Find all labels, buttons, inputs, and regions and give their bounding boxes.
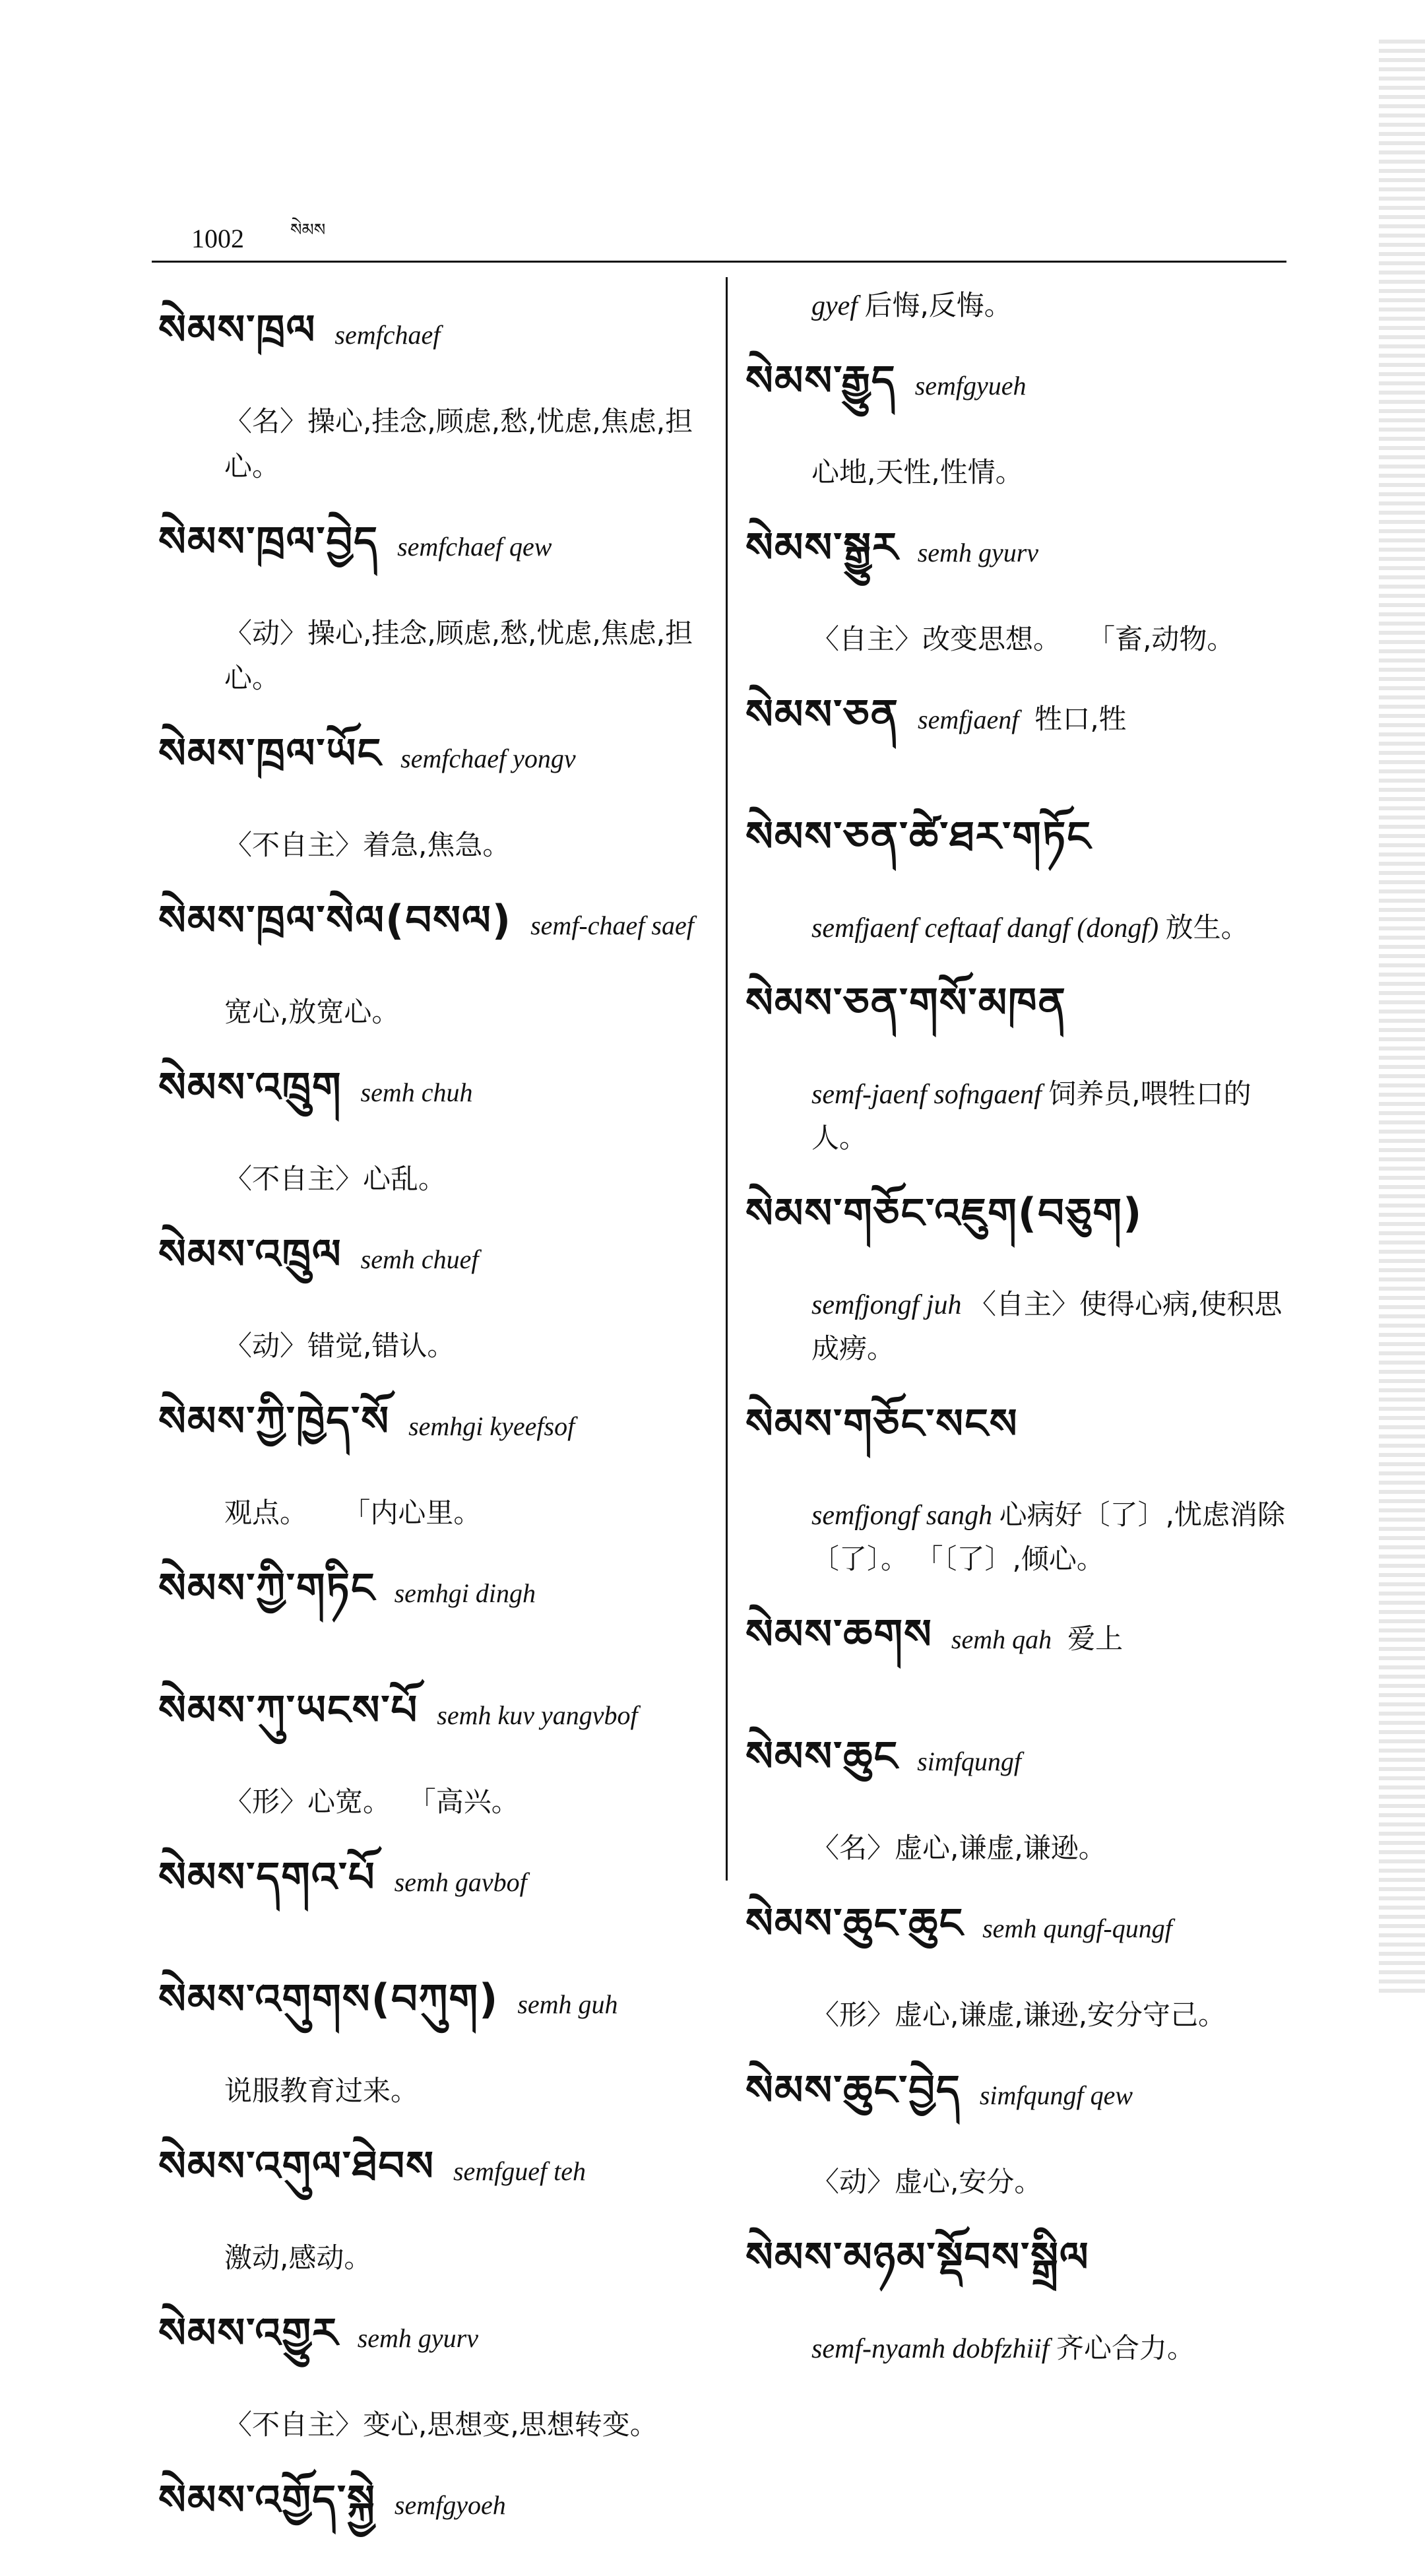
definition: 爱上 [1067, 1623, 1124, 1655]
tibetan-headword: སེམས་ཆུང་བྱེད [745, 2066, 961, 2114]
definition [158, 1491, 706, 1535]
dictionary-entry [158, 1953, 706, 2113]
page-number: 1002 [191, 224, 244, 253]
romanization: semfgyoeh [394, 2490, 506, 2520]
dictionary-entry [745, 1877, 1293, 2038]
romanization: semf-chaef saef [530, 911, 694, 940]
dictionary-entry [745, 668, 1293, 784]
definition: 激动,感动。 [224, 2241, 372, 2274]
tibetan-headword: སེམས་འགྱོད་སྐྱེ [158, 2476, 376, 2524]
dictionary-entry [745, 2211, 1293, 2371]
romanization: semhgi kyeefsof [408, 1411, 575, 1441]
tibetan-headword: སེམས་འགུལ་ཐེབས [158, 2142, 435, 2190]
dictionary-entry [745, 790, 1293, 950]
romanization: semfguef teh [453, 2156, 586, 2186]
definition-text: 〈自主〉改变思想。 [811, 623, 1061, 655]
tibetan-headword: སེམས་ཅན་གསོ་མཁན [745, 979, 1067, 1027]
romanization: semh qah [951, 1625, 1052, 1654]
definition: 说服教育过来。 [224, 2075, 419, 2107]
romanization: gyef [811, 291, 858, 321]
tibetan-headword: སེམས་ཀུ་ཡངས་པོ [158, 1686, 419, 1734]
definition: 饲养员,喂牲口的人。 [811, 1078, 1251, 1154]
definition: 牲口,牲 [1034, 703, 1127, 735]
romanization: simfqungf [917, 1747, 1021, 1776]
dictionary-entry [745, 957, 1293, 1161]
continuation-note: 「高兴。 [408, 1786, 519, 1818]
romanization: semf-jaenf sofngaenf [811, 1079, 1042, 1110]
romanization: semh gyurv [357, 2323, 478, 2353]
tibetan-headword: སེམས་འགུགས(བཀུག) [158, 1975, 499, 2023]
tibetan-headword: སེམས་ཅན [745, 690, 900, 738]
dictionary-entry [745, 335, 1293, 495]
romanization: semh chuef [360, 1244, 479, 1274]
tibetan-headword: སེམས་ཁྲལ་སེལ(བསལ) [158, 896, 513, 944]
dictionary-entry [158, 1542, 706, 1658]
continuation-note: 「〔了〕,倾心。 [915, 1543, 1104, 1575]
dictionary-entry [745, 1378, 1293, 1582]
left-column [158, 284, 706, 2576]
tibetan-headword: སེམས་དགའ་པོ [158, 1853, 376, 1901]
dictionary-entry [158, 1831, 706, 1947]
tibetan-headword: སེམས་འཁྲུག [158, 1063, 342, 1111]
romanization: semh gavbof [394, 1867, 527, 1897]
tibetan-headword: སེམས་ཆུང་ཆུང [745, 1899, 965, 1947]
tibetan-headword: སེམས་གཅོང་འཇུག(བཅུག) [745, 1189, 1143, 1237]
definition: 〈自主〉使得心病,使积思成痨。 [811, 1288, 1282, 1365]
dictionary-entry [158, 1664, 706, 1824]
romanization: semh gyurv [917, 538, 1039, 567]
definition-text: 观点。 [224, 1497, 308, 1529]
tibetan-headword: སེམས་ཁྲལ་ཡོང [158, 729, 383, 777]
tibetan-headword: སེམས་ཀྱི་ཁྱེད་སོ [158, 1397, 391, 1445]
definition: 放生。 [1165, 911, 1249, 944]
definition: 〈动〉错觉,错认。 [224, 1330, 455, 1362]
dictionary-entry [158, 1208, 706, 1368]
dictionary-entry [158, 2454, 706, 2569]
tibetan-headword: སེམས་འགྱུར [158, 2309, 339, 2357]
continuation-note: 「畜,动物。 [1087, 623, 1235, 655]
continuation-note: 「内心里。 [342, 1497, 482, 1529]
definition: 宽心,放宽心。 [224, 996, 400, 1028]
dictionary-entry [745, 2044, 1293, 2205]
romanization: semfgyueh [914, 371, 1027, 401]
dictionary-entry [158, 707, 706, 868]
romanization: semfjongf sangh [811, 1500, 993, 1531]
definition: 〈不自主〉着急,焦急。 [224, 829, 511, 861]
romanization: semfchaef [334, 320, 441, 350]
tibetan-headword: སེམས་མཉམ་སྡོབས་སྒྲིལ [745, 2233, 1090, 2281]
romanization: semf-nyamh dobfzhiif [811, 2334, 1050, 2364]
dictionary-entry [745, 1710, 1293, 1871]
tibetan-headword: སེམས་ཁྲལ་བྱེད [158, 517, 379, 565]
romanization: semh chuh [360, 1078, 473, 1107]
tibetan-headword: སེམས་ཆུང [745, 1732, 899, 1780]
dictionary-entry [158, 284, 706, 489]
definition [745, 617, 1293, 662]
running-head: སེམས [290, 220, 326, 240]
romanization: semfjaenf ceftaaf dangf (dongf) [811, 913, 1159, 944]
tibetan-headword: སེམས་སྒྱུར [745, 523, 899, 571]
romanization: semhgi dingh [394, 1578, 536, 1608]
romanization: semfchaef qew [397, 532, 552, 562]
definition [158, 1780, 706, 1824]
definition: 齐心合力。 [1056, 2332, 1195, 2364]
definition: 心地,天性,性情。 [811, 456, 1023, 488]
scanned-page-edge [1379, 40, 1425, 1993]
page-header [191, 211, 325, 259]
definition: 〈动〉虚心,安分。 [811, 2166, 1042, 2198]
tibetan-headword: སེམས་འཁྲུལ [158, 1230, 342, 1278]
definition: 后悔,反悔。 [864, 289, 1012, 321]
definition: 心病好〔了〕,忧虑消除〔了〕。 [811, 1498, 1286, 1575]
romanization: semh guh [517, 1989, 618, 2019]
column-divider [726, 277, 728, 1881]
tibetan-headword: སེམས་ཅན་ཚེ་ཐར་གཏོང [745, 812, 1092, 860]
dictionary-entry [158, 874, 706, 1035]
dictionary-entry [158, 1375, 706, 1535]
dictionary-entry [745, 284, 1293, 328]
header-rule [152, 261, 1286, 263]
romanization: semfchaef yongv [400, 744, 576, 773]
romanization: semh qungf-qungf [982, 1914, 1172, 1943]
tibetan-headword: སེམས་གཅོང་སངས [745, 1400, 1019, 1448]
definition: 〈动〉操心,挂念,顾虑,愁,忧虑,焦虑,担心。 [224, 617, 693, 694]
right-column [745, 284, 1293, 2377]
definition: 〈形〉虚心,谦虚,谦逊,安分守己。 [811, 1999, 1226, 2031]
tibetan-headword: སེམས་ཆགས [745, 1610, 933, 1658]
tibetan-headword: སེམས་རྒྱུད [745, 356, 897, 404]
dictionary-entry [745, 501, 1293, 662]
dictionary-entry [745, 1167, 1293, 1371]
dictionary-entry [158, 2287, 706, 2447]
tibetan-headword: སེམས་ཀྱི་གཏིང [158, 1564, 376, 1612]
romanization: semfjaenf [918, 705, 1019, 734]
definition: 〈不自主〉心乱。 [224, 1163, 447, 1195]
romanization: semfjongf juh [811, 1290, 962, 1320]
tibetan-headword: སེམས་ཁྲལ [158, 306, 317, 354]
dictionary-entry [745, 1588, 1293, 1704]
definition: 〈名〉操心,挂念,顾虑,愁,忧虑,焦虑,担心。 [224, 405, 693, 482]
definition: 〈不自主〉变心,思想变,思想转变。 [224, 2408, 658, 2441]
romanization: simfqungf qew [979, 2080, 1133, 2110]
dictionary-entry [158, 1041, 706, 1202]
dictionary-entry [158, 496, 706, 701]
definition: 〈名〉虚心,谦虚,谦逊。 [811, 1832, 1106, 1864]
dictionary-entry [158, 2120, 706, 2280]
definition-text: 〈形〉心宽。 [224, 1786, 391, 1818]
romanization: semh kuv yangvbof [437, 1700, 638, 1730]
